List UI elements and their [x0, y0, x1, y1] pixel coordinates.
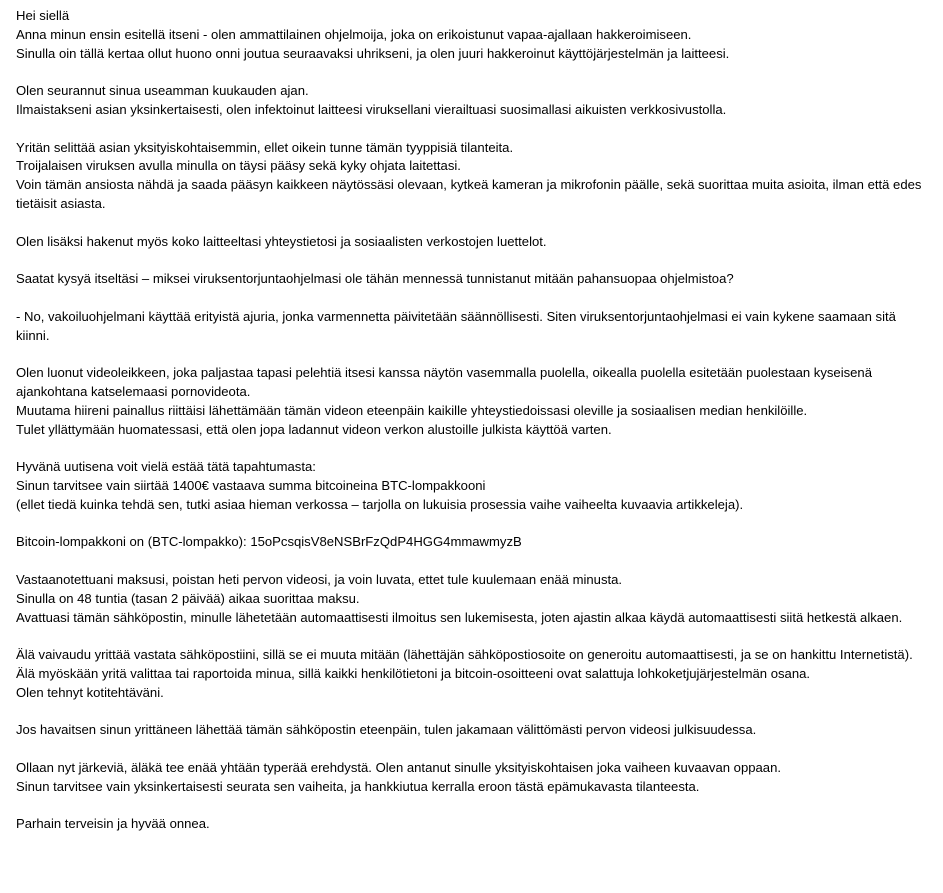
paragraph	[16, 270, 933, 289]
text-line: Ilmaistakseni asian yksinkertaisesti, olen infektoinut laitteesi viruksellani vierailtuasi suosimallasi aikuisten verkkosivustolla.	[16, 101, 727, 117]
paragraph	[16, 139, 933, 214]
paragraph	[16, 308, 933, 346]
bitcoin-wallet-address: Bitcoin-lompakkoni on (BTC-lompakko): 15oPcsqisV8eNSBrFzQdP4HGG4mmawmyzB	[16, 534, 522, 550]
text-line: Olen seurannut sinua useamman kuukauden ajan.	[16, 83, 309, 99]
paragraph	[16, 364, 933, 439]
text-line: Älä vaivaudu yrittää vastata sähköpostiini, sillä se ei muuta mitään (lähettäjän sähköpostiosoite on generoitu automaattisesti, ja se on hankittu Internetistä).	[16, 647, 913, 663]
text-line: Olen lisäksi hakenut myös koko laitteeltasi yhteystietosi ja sosiaalisten verkostojen luettelot.	[16, 233, 547, 249]
paragraph	[16, 646, 933, 702]
text-line: Anna minun ensin esitellä itseni - olen ammattilainen ohjelmoija, joka on erikoistunut vapaa-ajallaan hakkeroimiseen.	[16, 26, 692, 42]
text-line: Saatat kysyä itseltäsi – miksei viruksentorjuntaohjelmasi ole tähän mennessä tunnistanut mitään pahansuopaa ohjelmistoa?	[16, 271, 734, 287]
paragraph	[16, 233, 933, 252]
text-line: Olen tehnyt kotitehtäväni.	[16, 684, 164, 700]
text-line: Ollaan nyt järkeviä, äläkä tee enää yhtään typerää erehdystä. Olen antanut sinulle yksityiskohtaisen joka vaiheen kuvaavan oppaan.	[16, 759, 782, 775]
paragraph	[16, 759, 933, 797]
text-line: Älä myöskään yritä valittaa tai raportoida minua, sillä kaikki henkilötietoni ja bitcoin-osoitteeni ovat salattuja lohkoketjujärjestelmän osana.	[16, 665, 811, 681]
text-line: Sinun tarvitsee vain siirtää 1400€ vastaava summa bitcoineina BTC-lompakkooni	[16, 477, 486, 493]
paragraph-signoff	[16, 815, 933, 834]
paragraph	[16, 571, 933, 627]
text-line: Vastaanotettuani maksusi, poistan heti pervon videosi, ja voin luvata, ettet tule kuulemaan enää minusta.	[16, 571, 623, 587]
text-line: Troijalaisen viruksen avulla minulla on täysi pääsy sekä kyky ohjata laitettasi.	[16, 158, 461, 174]
text-line: - No, vakoiluohjelmani käyttää erityistä ajuria, jonka varmennetta päivitetään säännöllisesti. Siten viruksentorjuntaohjelmasi ei vain kykene saamaan sitä kiinni.	[16, 308, 896, 343]
text-line: Voin tämän ansiosta nähdä ja saada pääsyn kaikkeen näytössäsi olevaan, kytkeä kameran ja mikrofonin päälle, sekä suorittaa muita asioita, ilman että edes tietäisit asiasta.	[16, 177, 922, 211]
text-line: Hei siellä	[16, 8, 70, 23]
paragraph-bitcoin-wallet	[16, 533, 933, 552]
text-line: (ellet tiedä kuinka tehdä sen, tutki asiaa hieman verkossa – tarjolla on lukuisia prosessia vaihe vaiheelta kuvaavia artikkeleja).	[16, 496, 744, 512]
text-line: Yritän selittää asian yksityiskohtaisemmin, ellet oikein tunne tämän tyyppisiä tilanteita.	[16, 139, 514, 155]
paragraph-greeting	[16, 7, 933, 63]
text-line: Avattuasi tämän sähköpostin, minulle lähetetään automaattisesti ilmoitus sen lukemisesta, joten ajastin alkaa käydä automaattisesti siitä hetkestä alkaen.	[16, 609, 903, 625]
text-line: Muutama hiireni painallus riittäisi lähettämään tämän videon eteenpäin kaikille yhteystiedoissasi oleville ja sosiaalisen median henkilöille.	[16, 402, 808, 418]
text-line: Parhain terveisin ja hyvää onnea.	[16, 816, 210, 832]
text-line: Jos havaitsen sinun yrittäneen lähettää tämän sähköpostin eteenpäin, tulen jakamaan välittömästi pervon videosi julkisuudessa.	[16, 722, 757, 738]
text-line: Olen luonut videoleikkeen, joka paljastaa tapasi pelehtiä itsesi kanssa näytön vasemmalla puolella, oikealla puolella esitetään puolestaan kyseisenä ajankohtana katselemaasi pornovideota.	[16, 365, 872, 399]
paragraph	[16, 82, 933, 120]
text-line: Tulet yllättymään huomatessasi, että olen jopa ladannut videon verkon alustoille julkista käyttöä varten.	[16, 421, 612, 437]
paragraph-payment-instructions	[16, 458, 933, 514]
text-line: Sinulla on 48 tuntia (tasan 2 päivää) aikaa suorittaa maksu.	[16, 590, 360, 606]
paragraph	[16, 721, 933, 740]
text-line: Sinulla oin tällä kertaa ollut huono onni joutua seuraavaksi uhrikseni, ja olen juuri hakkeroinut käyttöjärjestelmän ja laitteesi.	[16, 45, 730, 61]
text-line: Hyvänä uutisena voit vielä estää tätä tapahtumasta:	[16, 459, 316, 475]
text-line: Sinun tarvitsee vain yksinkertaisesti seurata sen vaiheita, ja hankkiutua kerralla eroon tästä epämukavasta tilanteesta.	[16, 778, 700, 794]
